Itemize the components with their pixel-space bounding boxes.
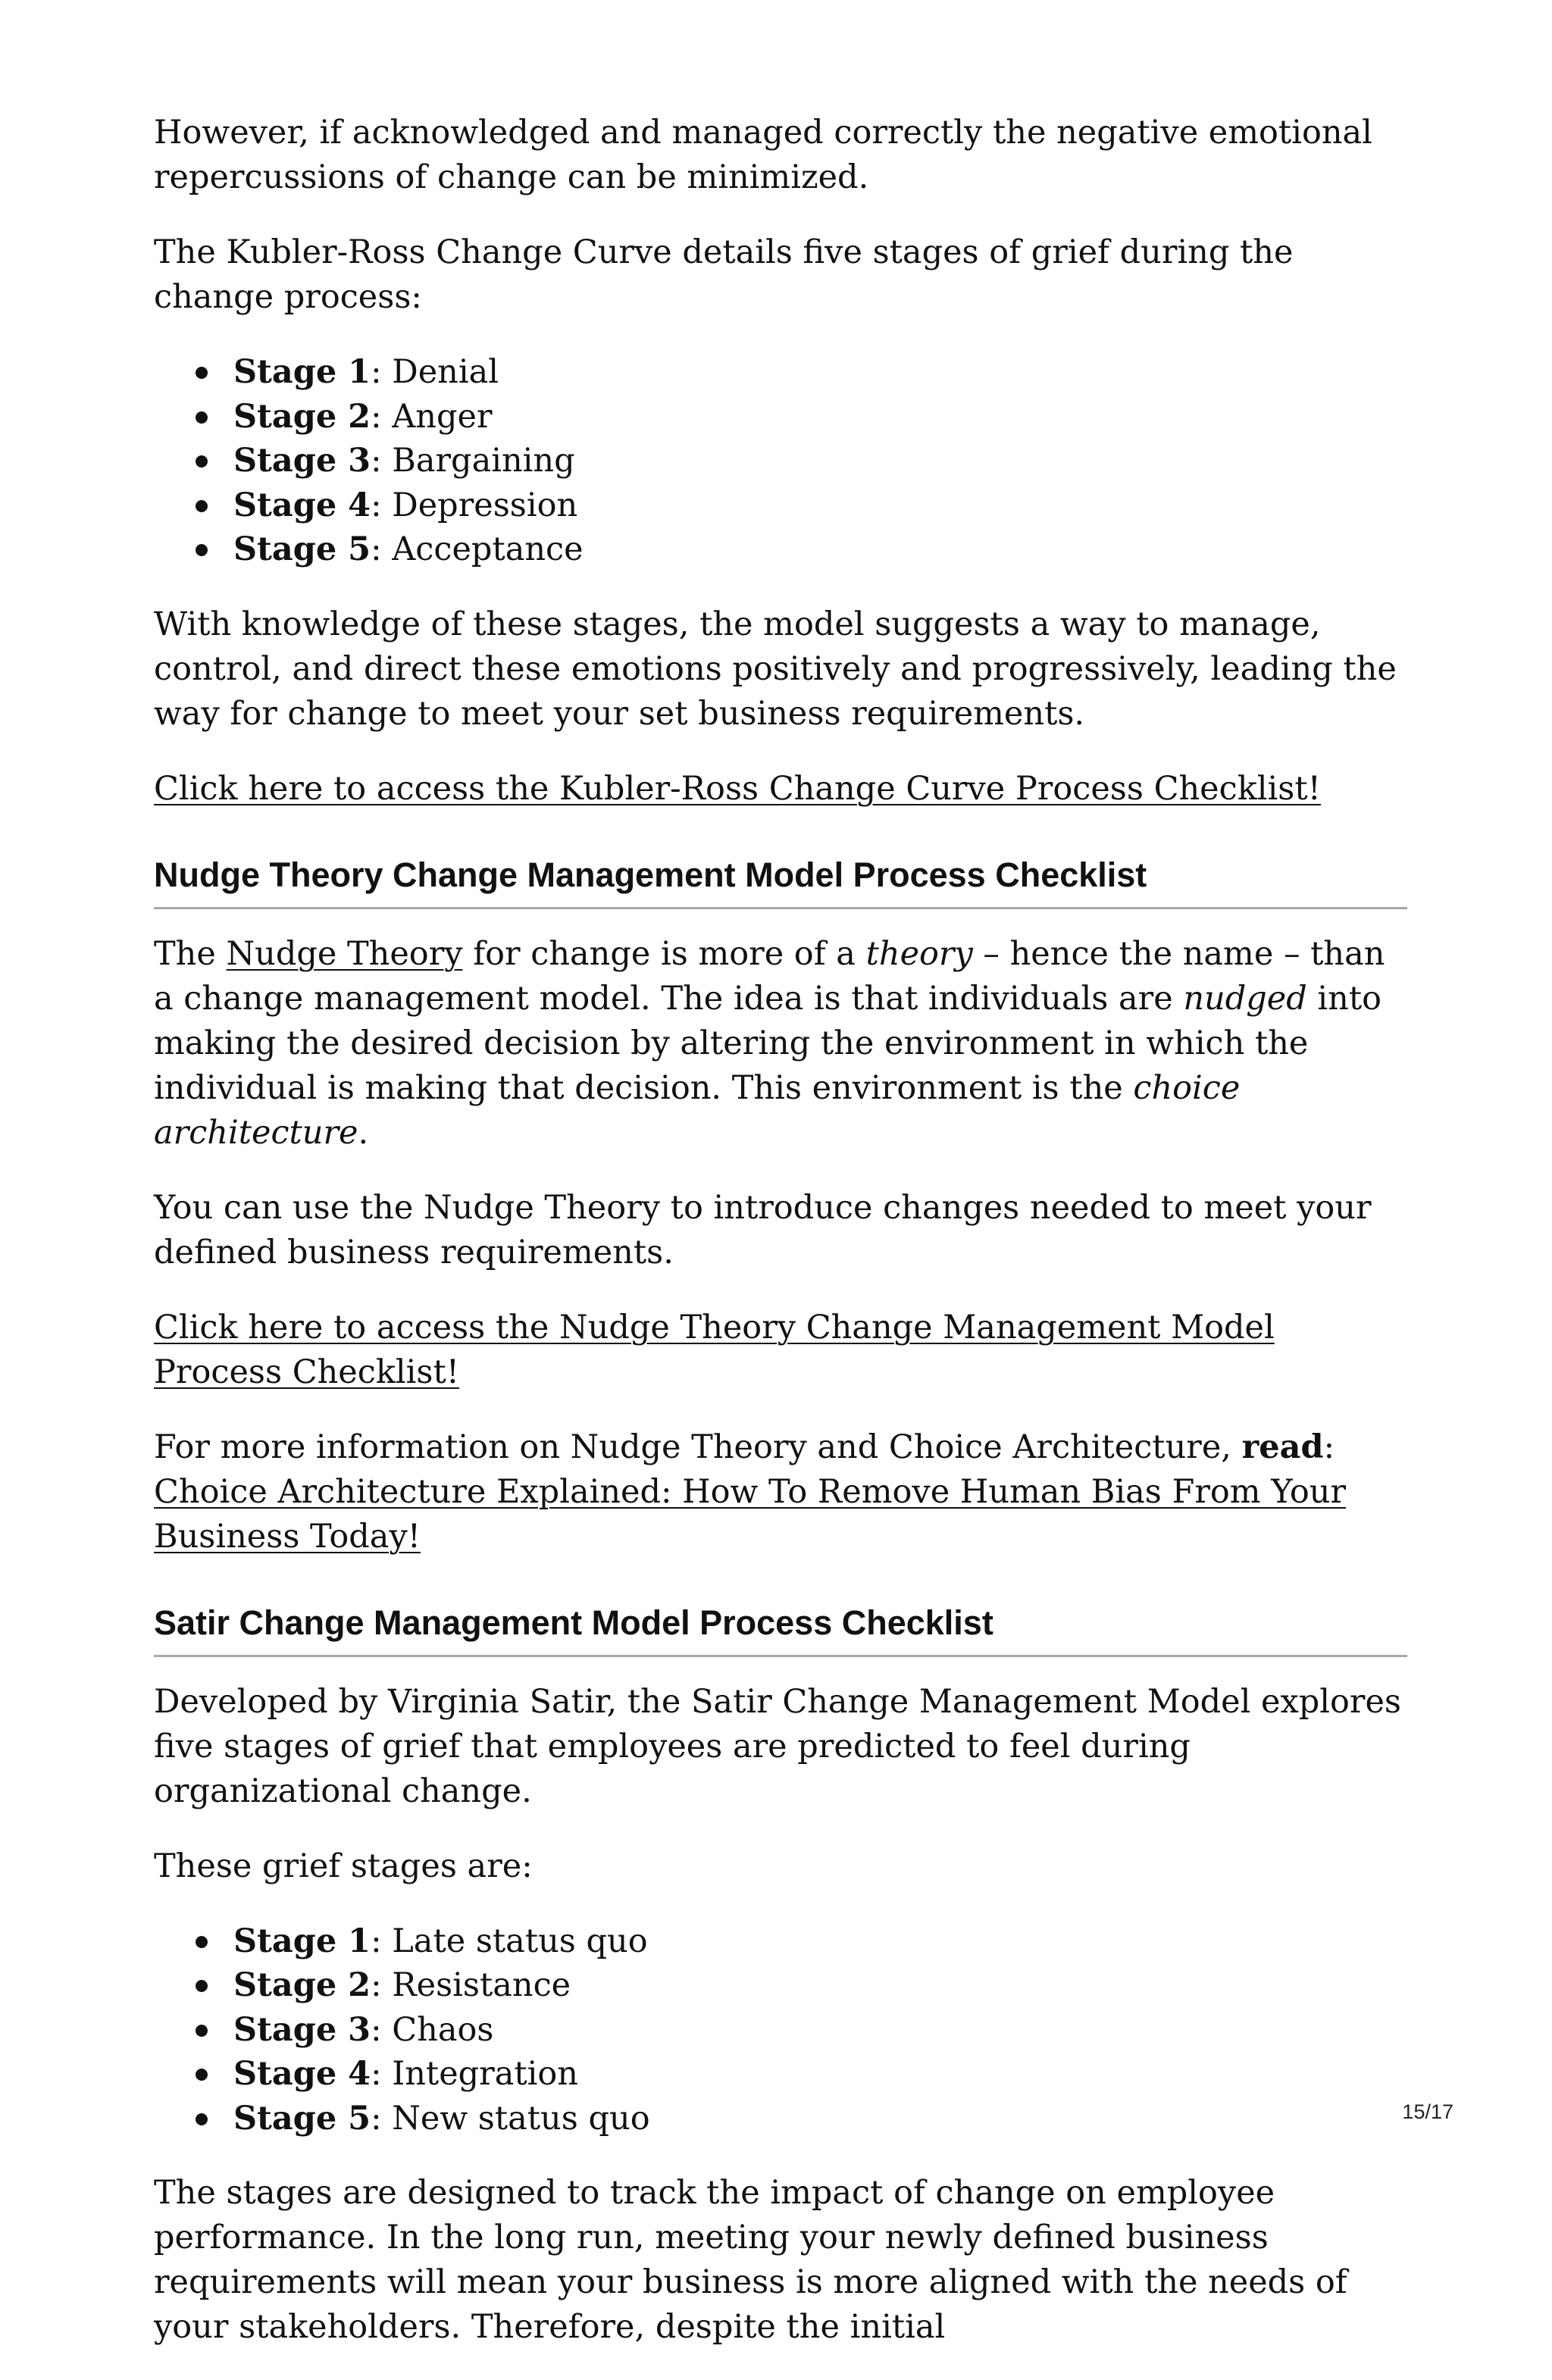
text-span: into making the desired decision by altering the environment in which the individual is making that decision. This environment is the xyxy=(154,979,1382,1107)
nudge-checklist-link[interactable]: Click here to access the Nudge Theory Change Management Model Process Checklist! xyxy=(154,1308,1275,1391)
text-span: For more information on Nudge Theory and Choice Architecture, xyxy=(154,1428,1242,1466)
stage-value: : New status quo xyxy=(371,2099,650,2138)
stage-label: Stage 4 xyxy=(233,486,371,524)
nudge-theory-link[interactable]: Nudge Theory xyxy=(226,934,463,973)
emphasis-nudged: nudged xyxy=(1183,979,1307,1018)
stage-value: : Chaos xyxy=(371,2010,494,2049)
kubler-ross-stage-list xyxy=(154,350,1407,572)
list-item xyxy=(233,2052,1407,2097)
nudge-link-paragraph xyxy=(154,1306,1407,1395)
satir-stage-list xyxy=(154,1919,1407,2141)
stage-label: Stage 2 xyxy=(233,1966,371,2004)
satir-paragraph-1: Developed by Virginia Satir, the Satir Change Management Model explores five stages of grief that employees are predicted to feel during organizational change. xyxy=(154,1682,1401,1810)
read-label: read xyxy=(1241,1428,1324,1466)
page-number: 15/17 xyxy=(1402,2100,1453,2123)
page-content xyxy=(154,111,1407,2380)
text-span: The xyxy=(154,934,227,973)
kubler-ross-link-paragraph xyxy=(154,767,1407,812)
stage-value: : Late status quo xyxy=(371,1922,648,1960)
text-span: – hence the name – than a change management model. The idea is that individuals are xyxy=(154,934,1385,1018)
intro-paragraph-2: The Kubler-Ross Change Curve details five stages of grief during the change process: xyxy=(154,233,1294,316)
stage-value: : Resistance xyxy=(371,1966,571,2004)
emphasis-choice-architecture: choice architecture xyxy=(154,1068,1241,1152)
kubler-ross-checklist-link[interactable]: Click here to access the Kubler-Ross Change Curve Process Checklist! xyxy=(154,769,1321,808)
stage-label: Stage 4 xyxy=(233,2055,371,2093)
stage-value: : Denial xyxy=(371,353,499,391)
list-item xyxy=(233,2008,1407,2053)
satir-paragraph-2: These grief stages are: xyxy=(154,1847,533,1885)
text-span: . xyxy=(358,1113,369,1152)
stage-value: : Anger xyxy=(371,397,493,436)
list-item xyxy=(233,350,1407,395)
list-item xyxy=(233,1919,1407,1964)
text-span: : xyxy=(1323,1428,1335,1466)
intro-paragraph-1: However, if acknowledged and managed correctly the negative emotional repercussions of change can be minimized. xyxy=(154,114,1372,196)
nudge-paragraph-1 xyxy=(154,932,1407,1156)
satir-heading: Satir Change Management Model Process Checklist xyxy=(154,1602,1407,1657)
list-item xyxy=(233,527,1407,572)
nudge-paragraph-2: You can use the Nudge Theory to introduce changes needed to meet your defined business requirements. xyxy=(154,1188,1372,1271)
stage-label: Stage 3 xyxy=(233,2010,371,2049)
list-item xyxy=(233,1963,1407,2008)
stage-label: Stage 3 xyxy=(233,442,371,480)
stage-label: Stage 2 xyxy=(233,397,371,436)
stage-label: Stage 5 xyxy=(233,2099,371,2138)
stage-label: Stage 1 xyxy=(233,1922,371,1960)
text-span: for change is more of a xyxy=(462,934,866,973)
stage-label: Stage 1 xyxy=(233,353,371,391)
list-item xyxy=(233,395,1407,439)
emphasis-theory: theory xyxy=(865,934,973,973)
list-item xyxy=(233,2097,1407,2141)
stage-value: : Bargaining xyxy=(371,442,575,480)
list-item xyxy=(233,483,1407,528)
nudge-theory-heading: Nudge Theory Change Management Model Process Checklist xyxy=(154,854,1407,909)
choice-architecture-link[interactable]: Choice Architecture Explained: How To Remove Human Bias From Your Business Today! xyxy=(154,1472,1347,1556)
stage-value: : Acceptance xyxy=(371,530,584,568)
nudge-paragraph-3 xyxy=(154,1425,1407,1559)
intro-paragraph-3: With knowledge of these stages, the model suggests a way to manage, control, and direct these emotions positively and progressively, leading the way for change to meet your set business requirements. xyxy=(154,605,1397,733)
stage-value: : Integration xyxy=(371,2055,578,2093)
stage-label: Stage 5 xyxy=(233,530,371,568)
list-item xyxy=(233,439,1407,483)
satir-paragraph-3: The stages are designed to track the impact of change on employee performance. In the long run, meeting your newly defined business requirements will mean your business is more aligned with the needs of your stakeholders. Therefore, despite the initial xyxy=(154,2174,1347,2346)
stage-value: : Depression xyxy=(371,486,578,524)
